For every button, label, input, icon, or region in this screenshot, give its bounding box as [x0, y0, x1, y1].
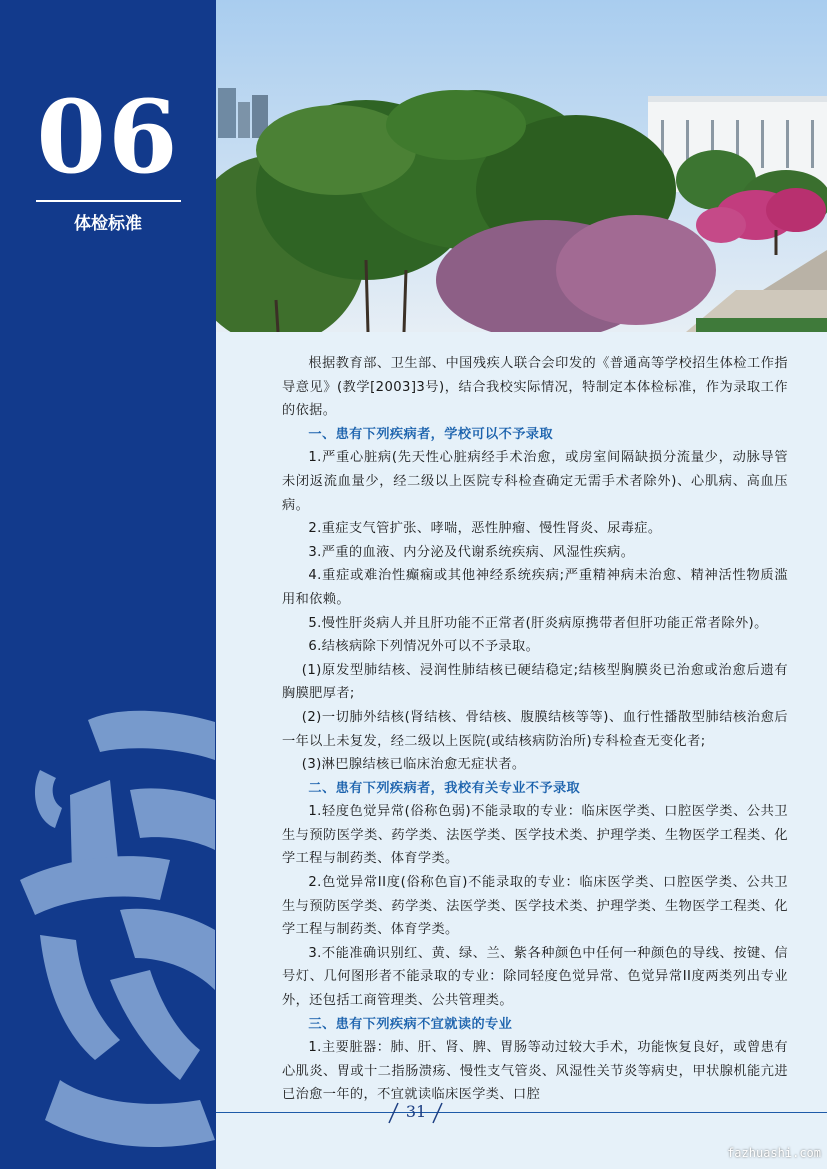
list-item: 3.严重的血液、内分泌及代谢系统疾病、风湿性疾病。	[308, 544, 635, 560]
intro-paragraph: 根据教育部、卫生部、中国残疾人联合会印发的《普通高等学校招生体检工作指导意见》(教学[2003]3号)，结合我校实际情况，特制定本体检标准，作为录取工作的依据。	[282, 356, 788, 419]
list-item: 1.轻度色觉异常(俗称色弱)不能录取的专业：临床医学类、口腔医学类、公共卫生与预防医学类、药学类、法医学类、医学技术类、护理学类、生物医学工程类、化学工程与制药类、体育学类。	[282, 804, 788, 867]
chapter-divider	[36, 200, 181, 202]
list-item: 2.重症支气管扩张、哮喘，恶性肿瘤、慢性肾炎、尿毒症。	[308, 521, 662, 537]
campus-photo-image	[216, 0, 827, 332]
section-heading: 一、患有下列疾病者，学校可以不予录取	[308, 426, 553, 442]
campus-photo	[216, 0, 827, 332]
sub-list-item: (3)淋巴腺结核已临床治愈无症状者。	[301, 757, 526, 773]
list-item: 5.慢性肝炎病人并且肝功能不正常者(肝炎病原携带者但肝功能正常者除外)。	[308, 615, 768, 631]
list-item: 3.不能准确识别红、黄、绿、兰、紫各种颜色中任何一种颜色的导线、按键、信号灯、几何图形者不能录取的专业：除同轻度色觉异常、色觉异常II度两类列出专业外，还包括工商管理类、公共管理类。	[282, 945, 788, 1009]
list-item: 6.结核病除下列情况外可以不予录取。	[308, 639, 540, 655]
university-logo-watermark	[0, 700, 216, 1169]
list-item: 4.重症或难治性癫痫或其他神经系统疾病;严重精神病未治愈、精神活性物质滥用和依赖。	[282, 568, 788, 607]
footer-rule	[216, 1112, 827, 1113]
list-item: 1.主要脏器：肺、肝、肾、脾、胃肠等动过较大手术，功能恢复良好，或曾患有心肌炎、胃或十二指肠溃疡、慢性支气管炎、风湿性关节炎等病史，甲状腺机能亢进已治愈一年的，不宜就读临床医学类、口腔	[282, 1040, 788, 1103]
sub-list-item: (2)一切肺外结核(肾结核、骨结核、腹膜结核等等)、血行性播散型肺结核治愈后一年以上未复发，经二级以上医院(或结核病防治所)专科检查无变化者;	[282, 709, 788, 749]
chapter-title: 体检标准	[74, 214, 142, 234]
main-text	[282, 352, 788, 1107]
page-number-slash-right	[430, 1102, 446, 1124]
chapter-number: 06	[36, 78, 180, 196]
page-number: 31	[405, 1102, 427, 1121]
section-heading: 二、患有下列疾病者，我校有关专业不予录取	[308, 780, 581, 796]
list-item: 2.色觉异常II度(俗称色盲)不能录取的专业：临床医学类、口腔医学类、公共卫生与预防医学类、药学类、法医学类、医学技术类、护理学类、生物医学工程类、化学工程与制药类、体育学类。	[282, 875, 788, 938]
chapter-sidebar	[0, 0, 216, 1169]
site-watermark-text: fazhuashi.com	[727, 1146, 821, 1160]
sub-list-item: (1)原发型肺结核、浸润性肺结核已硬结稳定;结核型胸膜炎已治愈或治愈后遗有胸膜肥厚者;	[282, 662, 788, 702]
list-item: 1.严重心脏病(先天性心脏病经手术治愈，或房室间隔缺损分流量少，动脉导管未闭返流血量少，经二级以上医院专科检查确定无需手术者除外)、心肌病、高血压病。	[282, 450, 788, 513]
section-heading: 三、患有下列疾病不宜就读的专业	[308, 1016, 513, 1032]
